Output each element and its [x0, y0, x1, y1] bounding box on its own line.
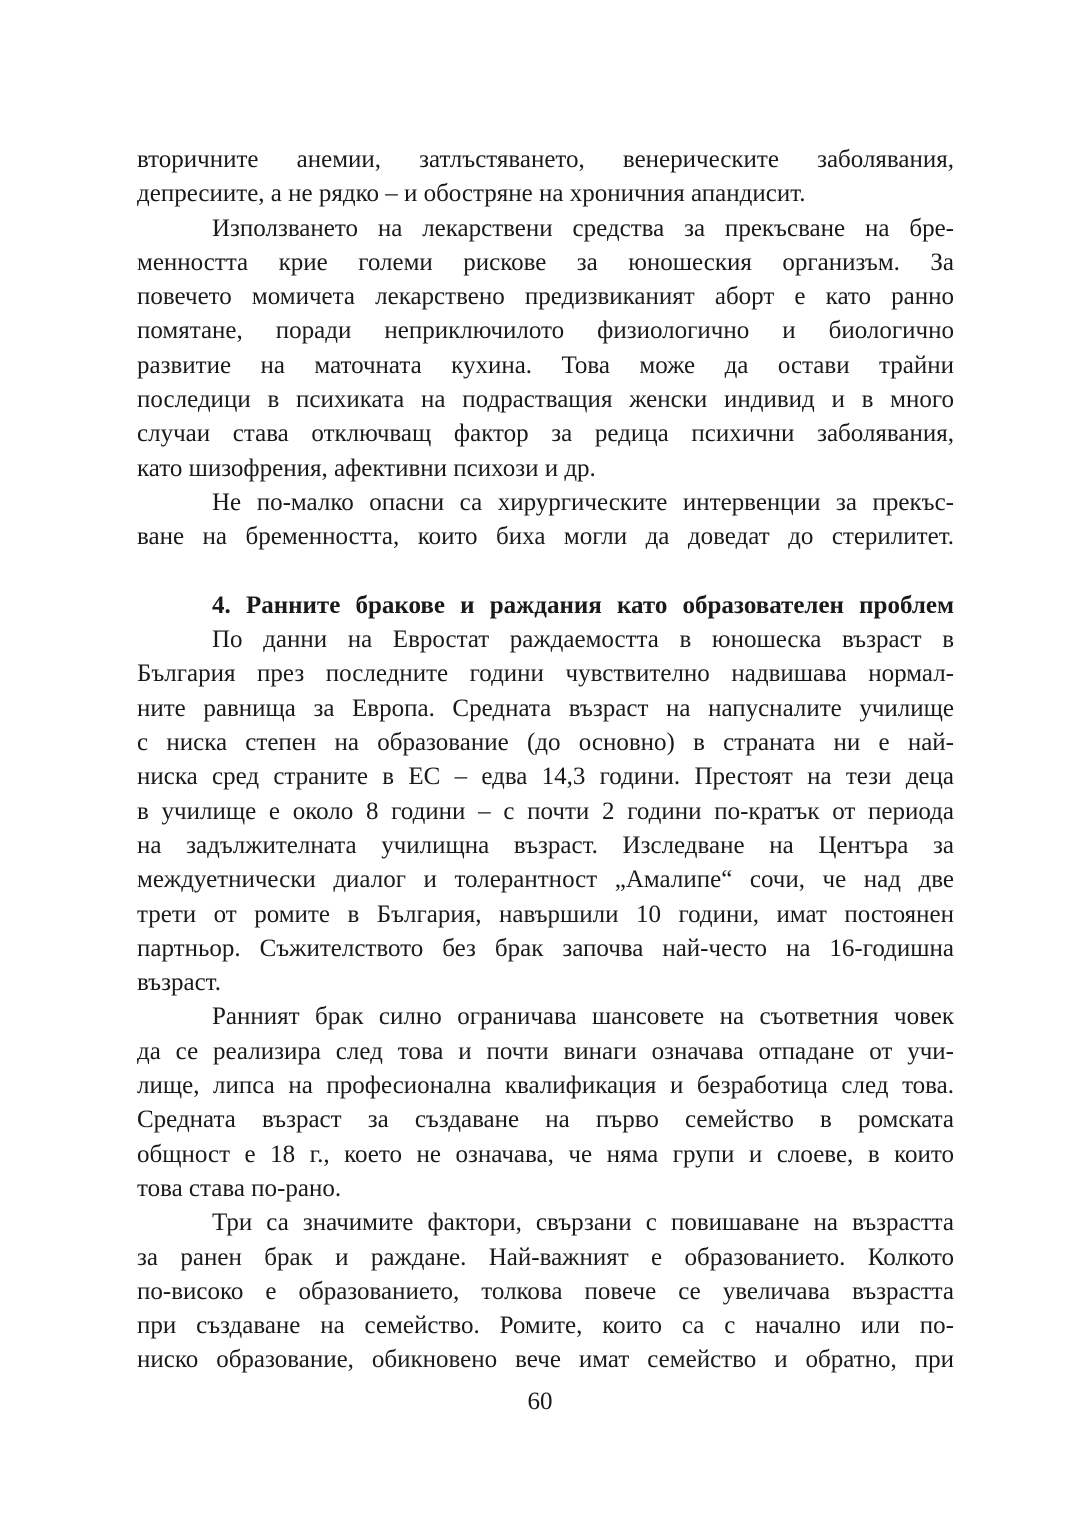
text-line: в училище е около 8 години – с почти 2 години по-кратък от периода: [137, 797, 954, 825]
text-line: ниско образование, обикновено вече имат семейство и обратно, при: [137, 1346, 954, 1374]
text-line: междуетнически диалог и толерантност „Амалипе“ сочи, че над две: [137, 866, 954, 894]
text-line: менността крие големи рискове за юношеския организъм. За: [137, 248, 954, 276]
text-line: Средната възраст за създаване на първо семейство в ромската: [137, 1106, 954, 1134]
text-line: при създаване на семейство. Ромите, които са с начално или по-: [137, 1312, 954, 1340]
text-line: с ниска степен на образование (до основно) в страната ни е най-: [137, 729, 954, 757]
text-line: ниска сред страните в ЕС – едва 14,3 години. Престоят на тези деца: [137, 763, 954, 791]
text-line: партньор. Съжителството без брак започва най-често на 16-годишна: [137, 934, 954, 962]
text-line: лище, липса на професионална квалификация и безработица след това.: [137, 1072, 954, 1100]
text-line: ване на бременността, които биха могли да доведат до стерилитет.: [137, 523, 954, 551]
text-line: като шизофрения, афективни психози и др.: [137, 454, 596, 482]
text-line: депресиите, а не рядко – и обостряне на хроничния апандисит.: [137, 180, 806, 208]
text-line: това става по-рано.: [137, 1174, 342, 1202]
section-gap: [137, 555, 954, 589]
text-line: да се реализира след това и почти винаги означава отпадане от учи-: [137, 1037, 954, 1065]
text-line: Три са значимите фактори, свързани с повишаване на възрастта: [212, 1209, 954, 1237]
text-line: общност е 18 г., което не означава, че няма групи и слоеве, в които: [137, 1140, 954, 1168]
body-text: [137, 143, 954, 1378]
text-line: По данни на Евростат раждаемостта в юношеска възраст в: [212, 626, 954, 654]
text-line: повечето момичета лекарствено предизвиканият аборт е като ранно: [137, 283, 954, 311]
text-line: последици в психиката на подрастващия женски индивид и в много: [137, 386, 954, 414]
text-line: трети от ромите в България, навършили 10 години, имат постоянен: [137, 900, 954, 928]
text-line: развитие на маточната кухина. Това може да остави трайни: [137, 351, 954, 379]
text-line: на задължителната училищна възраст. Изследване на Центъра за: [137, 831, 954, 859]
text-line: случаи става отключващ фактор за редица психични заболявания,: [137, 420, 954, 448]
text-line: възраст.: [137, 969, 221, 997]
text-line: България през последните години чувствително надвишава нормал-: [137, 660, 954, 688]
text-line: Не по-малко опасни са хирургическите интервенции за прекъс-: [212, 488, 954, 516]
text-line: по-високо е образованието, толкова повече се увеличава възрастта: [137, 1277, 954, 1305]
text-line: вторичните анемии, затлъстяването, венерическите заболявания,: [137, 146, 954, 173]
text-line: Ранният брак силно ограничава шансовете на съответния човек: [212, 1003, 954, 1031]
text-line: помятане, поради неприключилото физиологично и биологично: [137, 317, 954, 345]
page-number: 60: [527, 1388, 553, 1415]
section-heading: 4. Ранните бракове и раждания като образователен проблем: [212, 591, 954, 619]
text-line: Използването на лекарствени средства за прекъсване на бре-: [212, 214, 954, 242]
text-line: ните равнища за Европа. Средната възраст на напусналите училище: [137, 694, 954, 722]
text-line: за ранен брак и раждане. Най-важният е образованието. Колкото: [137, 1243, 954, 1271]
